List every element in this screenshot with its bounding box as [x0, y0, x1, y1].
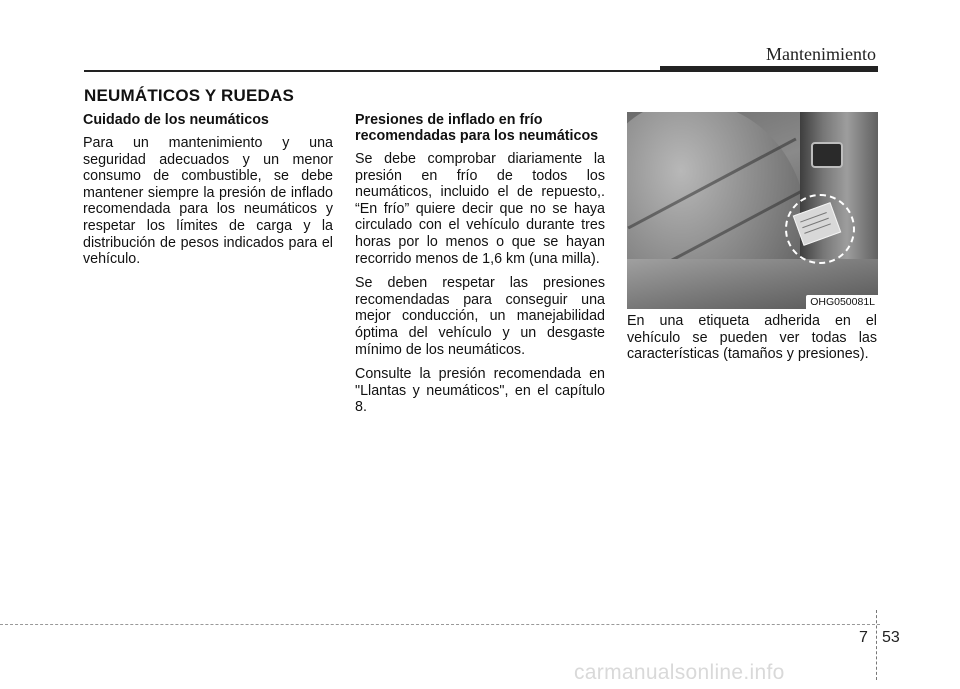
highlight-circle — [785, 194, 855, 264]
figure-caption: En una etiqueta adherida en el vehículo se pueden ver todas las características (tamaños y presiones). — [627, 313, 877, 363]
page-separator — [876, 610, 877, 680]
header-rule — [84, 70, 660, 72]
header-rule-accent — [660, 66, 878, 72]
page-number: 53 — [882, 629, 900, 646]
watermark: carmanualsonline.info — [574, 661, 785, 684]
cold-pressure-paragraph-1: Se debe comprobar diariamente la presión en frío de todos los neumáticos, incluido el de repuesto,. “En frío” quiere decir que no se haya circulado con el vehículo durante tres horas por lo menos o que se hayan recorrido menos de 1,6 km (una milla). — [355, 151, 605, 267]
figure-code: OHG050081L — [806, 295, 878, 309]
column-tire-care — [83, 112, 333, 276]
header-title: Mantenimiento — [766, 44, 876, 64]
tire-label-photo — [627, 112, 878, 309]
column-figure-caption — [627, 313, 877, 371]
chapter-number: 7 — [859, 629, 868, 646]
section-title: NEUMÁTICOS Y RUEDAS — [84, 86, 295, 105]
cold-pressure-paragraph-2: Se deben respetar las presiones recomendadas para conseguir una mejor conducción, un manejabilidad óptima del vehículo y un desgaste mínimo de los neumáticos. — [355, 275, 605, 358]
cold-pressure-heading: Presiones de inflado en frío recomendadas para los neumáticos — [355, 112, 599, 144]
tire-care-heading: Cuidado de los neumáticos — [83, 112, 269, 128]
tire-care-paragraph: Para un mantenimiento y una seguridad adecuados y un menor consumo de combustible, se debe mantener siempre la presión de inflado recomendada para los neumáticos y respetar los límites de carga y la distribución de pesos indicados para el vehículo. — [83, 135, 333, 268]
footer-dashed-rule — [0, 624, 880, 625]
door-switch-image — [811, 142, 843, 168]
cold-pressure-paragraph-3: Consulte la presión recomendada en "Llantas y neumáticos", en el capítulo 8. — [355, 366, 605, 416]
column-cold-pressure — [355, 112, 605, 424]
